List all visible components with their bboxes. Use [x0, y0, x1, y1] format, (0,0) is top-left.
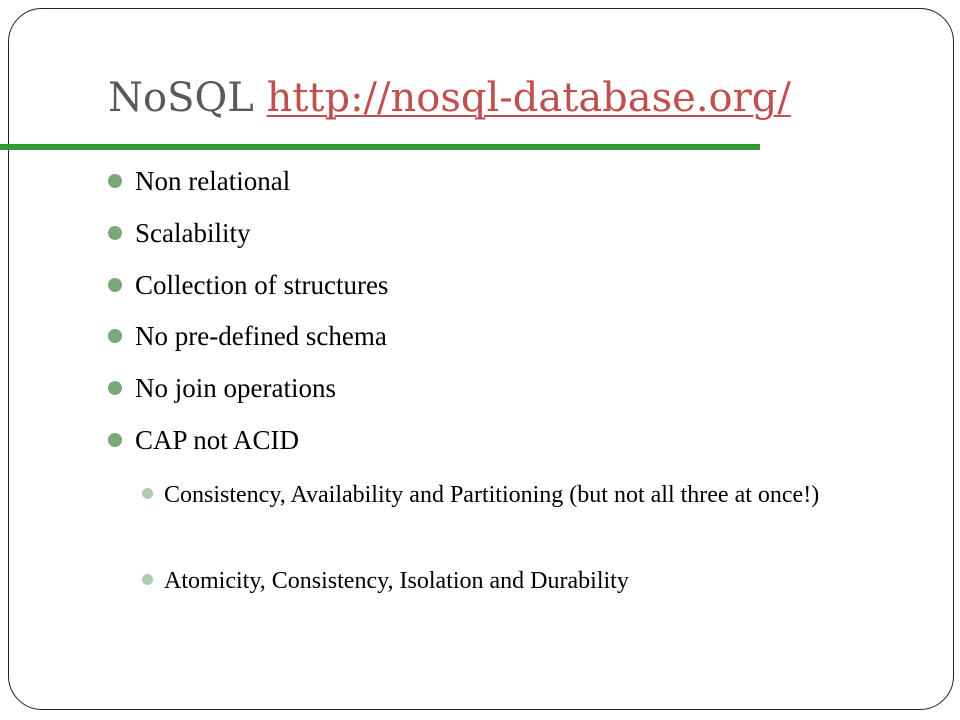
bullet-cap-not-acid: CAP not ACID: [135, 425, 300, 455]
sub-bullet-cap: Consistency, Availability and Partitioning (but not all three at once!): [164, 482, 820, 508]
bullet-dot-icon: [108, 226, 122, 240]
sub-bullet-dot-icon: [142, 574, 153, 585]
bullet-dot-icon: [108, 329, 122, 343]
bullet-dot-icon: [108, 381, 122, 395]
bullet-no-join-operations: No join operations: [135, 373, 336, 403]
bullet-dot-icon: [108, 174, 122, 188]
bullet-no-predefined-schema: No pre-defined schema: [135, 321, 387, 351]
sub-bullet-dot-icon: [142, 488, 153, 499]
bullet-collection-of-structures: Collection of structures: [135, 270, 389, 300]
title-prefix: NoSQL: [108, 75, 254, 121]
bullet-dot-icon: [108, 433, 122, 447]
bullet-scalability: Scalability: [135, 218, 251, 248]
bullet-non-relational: Non relational: [135, 166, 291, 196]
sub-bullet-acid: Atomicity, Consistency, Isolation and Durability: [164, 568, 629, 594]
bullet-dot-icon: [108, 278, 122, 292]
title-link[interactable]: http://nosql-database.org/: [266, 75, 791, 121]
